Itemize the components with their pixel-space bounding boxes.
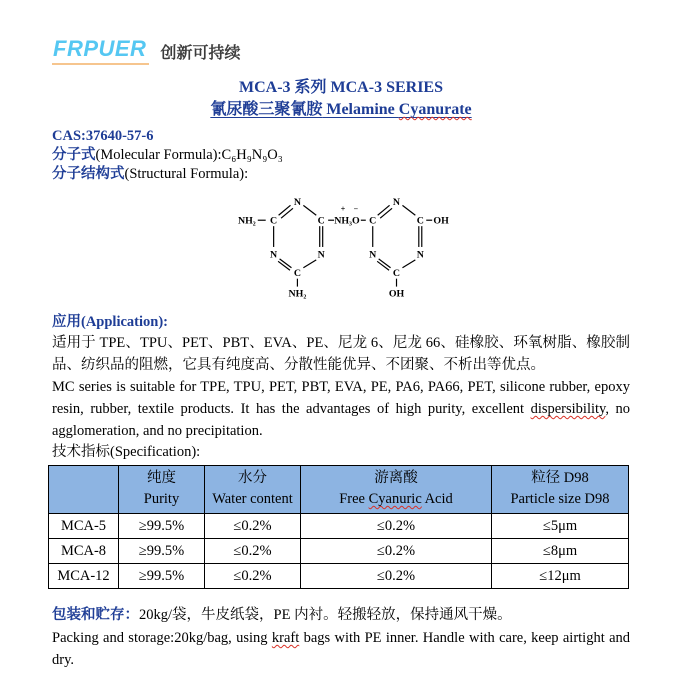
purity-cell: ≥99.5% [119, 514, 205, 539]
application-heading-en: (Application): [81, 314, 168, 330]
column-header-en: Particle size D98 [510, 491, 610, 507]
column-header-water-content [205, 466, 301, 514]
atom-c-icon: C [270, 215, 278, 227]
size-cell: ≤8μm [492, 539, 629, 564]
atom-n-icon: N [270, 249, 278, 261]
column-header-en [301, 489, 491, 510]
specification-heading: 技术指标(Specification): [52, 444, 201, 460]
chemical-structure-diagram [234, 187, 630, 304]
water-cell: ≤0.2% [205, 564, 301, 589]
column-header-en: Water content [212, 491, 293, 507]
header-en-post: Acid [421, 491, 453, 507]
molecular-formula-label: 分子式 [52, 147, 96, 163]
title-line2-en-spellcheck: Cyanurate [398, 101, 472, 118]
atom-c-icon: C [392, 268, 401, 280]
column-header-purity [119, 466, 205, 514]
melamine-cyanurate-structure-icon [234, 187, 452, 299]
header-en-pre: Free [339, 491, 369, 507]
plus-charge-icon: + [340, 204, 346, 214]
table-row [49, 564, 629, 589]
atom-n-icon: N [293, 196, 301, 208]
atom-c-icon: C [416, 215, 424, 227]
atom-n-icon: N [369, 249, 377, 261]
atom-n-icon: N [416, 249, 424, 261]
ammonium-oxygen-bridge-icon: NH₃O [334, 215, 360, 227]
water-cell: ≤0.2% [205, 514, 301, 539]
application-heading-cn: 应用 [52, 314, 81, 330]
packing-paragraph-en [52, 627, 630, 671]
application-paragraph-en [52, 376, 630, 442]
structural-formula-line [52, 165, 630, 183]
acid-cell: ≤0.2% [301, 564, 492, 589]
application-en-spellcheck: dispersibility [530, 401, 606, 417]
title-line2-en: Melamine [322, 101, 399, 118]
specification-table [48, 465, 629, 589]
table-row [49, 539, 629, 564]
application-en-pre: MC series is suitable for TPE, TPU, PET, PBT, EVA, PE, PA6, PA66, PET, silicone rubber, epoxy resin, rubber, textile products. It has the advantages of high purity, excellent [52, 379, 630, 417]
atom-n-icon: N [317, 249, 325, 261]
packing-en-post: bags with PE inner. Handle with care, keep airtight and dry. [52, 630, 631, 668]
brand-logo: FRPUER [52, 38, 149, 65]
hydroxyl-group-icon: OH [388, 288, 405, 299]
size-cell: ≤12μm [492, 564, 629, 589]
logo-row [52, 38, 630, 65]
atom-n-icon: N [392, 196, 401, 208]
header-en-spellcheck: Cyanuric [368, 491, 422, 507]
product-name-cell: MCA-8 [49, 539, 119, 564]
product-name-cell: MCA-5 [49, 514, 119, 539]
molecular-formula-value: (Molecular Formula):C₆H₉N₉O₃ [95, 147, 283, 163]
table-corner-cell [49, 466, 119, 514]
column-header-cn: 粒径 D98 [531, 470, 589, 486]
application-paragraph-cn: 适用于 TPE、TPU、PET、PBT、EVA、PE、尼龙 6、尼龙 66、硅橡胶、环氧树脂、橡胶制品、纺织品的阻燃，它具有纯度高、分散性能优异、不团聚、不析出等优点。 [52, 335, 630, 373]
table-row [49, 514, 629, 539]
amine-group-icon: NH₂ [288, 288, 307, 299]
structural-formula-rest: (Structural Formula): [124, 166, 249, 182]
hydroxyl-group-icon: OH [433, 215, 449, 227]
packing-en-pre: Packing and storage:20kg/bag, using [52, 630, 272, 646]
title-line2-cn: 氰尿酸三聚氰胺 [210, 101, 323, 118]
title-line2 [52, 99, 630, 120]
packing-cn-text: 20kg/袋，牛皮纸袋，PE 内衬。轻搬轻放，保持通风干燥。 [139, 607, 512, 623]
table-header-row [49, 466, 629, 514]
column-header-cn: 游离酸 [374, 470, 418, 486]
acid-cell: ≤0.2% [301, 514, 492, 539]
column-header-free-cyanuric-acid [301, 466, 492, 514]
atom-c-icon: C [317, 215, 325, 227]
column-header-cn: 纯度 [147, 470, 176, 486]
cas-number: CAS:37640-57-6 [52, 128, 154, 144]
atom-c-icon: C [369, 215, 377, 227]
packing-en-spellcheck: kraft [271, 630, 300, 646]
water-cell: ≤0.2% [205, 539, 301, 564]
title-block [52, 77, 630, 120]
column-header-cn: 水分 [238, 470, 267, 486]
purity-cell: ≥99.5% [119, 564, 205, 589]
amine-group-icon: NH₂ [237, 215, 256, 227]
application-en-post: , no agglomeration, and no precipitation. [52, 401, 630, 439]
minus-charge-icon: − [353, 204, 359, 214]
structural-formula-label: 分子结构式 [52, 166, 125, 182]
atom-c-icon: C [293, 268, 301, 280]
title-line1: MCA-3 系列 MCA-3 SERIES [238, 79, 443, 96]
column-header-en: Purity [143, 491, 180, 507]
product-name-cell: MCA-12 [49, 564, 119, 589]
packing-heading: 包装和贮存： [52, 607, 139, 623]
brand-slogan: 创新可持续 [160, 45, 241, 62]
packing-paragraph-cn [52, 604, 630, 626]
acid-cell: ≤0.2% [301, 539, 492, 564]
size-cell: ≤5μm [492, 514, 629, 539]
purity-cell: ≥99.5% [119, 539, 205, 564]
column-header-particle-size [492, 466, 629, 514]
application-heading [52, 312, 630, 332]
molecular-formula-line [52, 146, 630, 164]
